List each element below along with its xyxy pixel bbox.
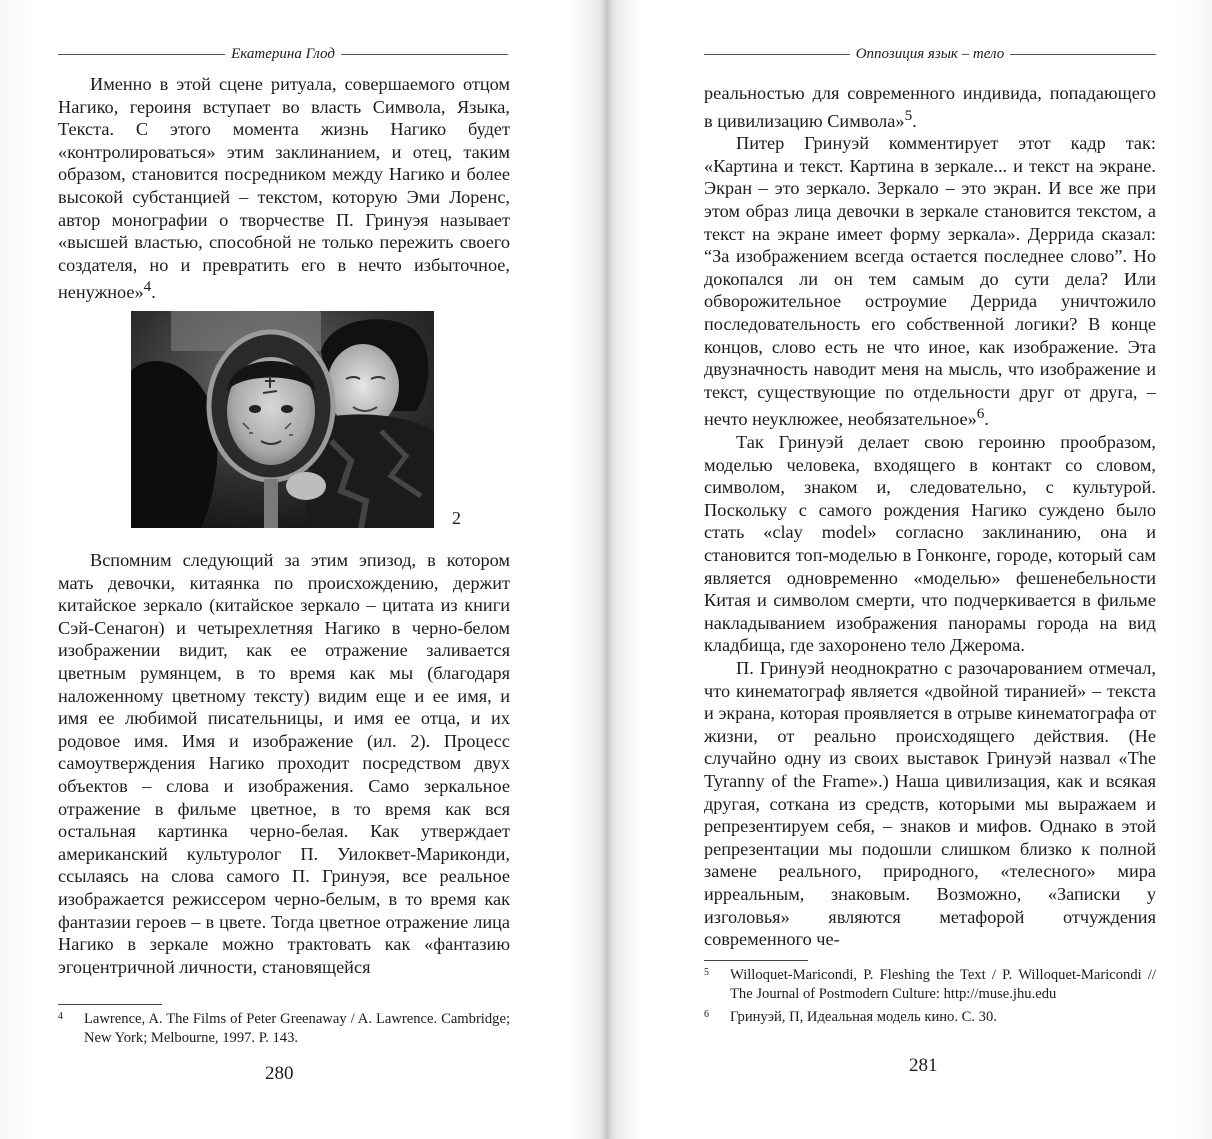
footnote-rule <box>58 1004 162 1005</box>
film-still-image <box>131 311 434 528</box>
running-head-title: Оппозиция язык – тело <box>855 45 1005 62</box>
footnote-text: Гринуэй, П, Идеальная модель кино. С. 30. <box>730 1009 997 1025</box>
paragraph: реальностью для современного индивида, попадающего в цивилизацию Символа»$^5$. <box>704 83 1156 131</box>
paragraph: Питер Гринуэй комментирует этот кадр так: «Картина и текст. Картина в зеркале... и текст на экране. Экран – это зеркало. Зеркало – это экран. И все же при этом образ лица девочки в зеркале становится текстом, а текст на экране имеет форму зеркала». Деррида сказал: “За изображением всегда остается последнее слово”. Но докопался ли он тем самым до сути дела? Или обворожительное остроумие Деррида уничтожило последовательность его собственной логики? В конце концов, слово есть не что иное, как изображение. Эта двузначность наводит меня на мысль, что изображение и текст, существующие по отдельности друг от друга, – нечто неуклюжее, необязательное»$^6$. <box>704 133 1156 430</box>
footnote-text: Lawrence, A. The Films of Peter Greenaway / A. Lawrence. Cambridge; New York; Melbourne, 1997. P. 143. <box>84 1011 510 1046</box>
right-page <box>612 0 1212 1139</box>
footnote-mark: 6 <box>704 1009 709 1020</box>
header-rule <box>704 54 850 55</box>
book-gutter-shadow <box>598 0 612 1139</box>
running-head-right <box>704 44 1156 64</box>
paragraph: П. Гринуэй неоднократно с разочарованием отмечал, что кинематограф является «двойной тиранией» – текста и экрана, которая проявляется в отрыве кинематографа от жизни, от реально происходящего действия. (Не случайно одну из своих выставок Гринуэй назвал «The Tyranny of the Frame».) Наша цивилизация, как и всякая другая, соткана из средств, которыми мы выражаем и репрезентируем себя, – знаков и мифов. Однако в этой репрезентации мы подошли слишком близко к полной замене реального, природного, «телесного» мира ирреальным, знаковым. Возможно, «Записки у изголовья» являются метафорой отчуждения современного че- <box>704 658 1156 950</box>
page-number: 280 <box>265 1063 294 1084</box>
text-block-top <box>58 73 510 304</box>
header-rule <box>341 54 508 55</box>
footnote-ref: 4 <box>143 278 152 296</box>
text-block-main <box>704 82 1156 951</box>
paragraph-text: Именно в этой сцене ритуала, совершаемого отцом Нагико, героиня вступает во власть Символа, Языка, Текста. С этого момента жизнь Нагико будет «контролироваться» этим заклинанием, и отец, таким образом, становится посредником между Нагико и более высокой субстанцией – текстом, которую Эми Лоренс, автор монографии о творчестве П. Гринуэя называет «высшей властью, способной не только пережить своего создателя, но и превратить его в нечто избыточное, ненужное» <box>58 74 510 303</box>
paragraph-text: реальностью для современного индивида, попадающего в цивилизацию Символа» <box>704 83 1156 131</box>
paragraph: Так Гринуэй делает свою героиню прообразом, моделью человека, входящего в контакт со словом, символом, знаком и, следовательно, с культурой. Поскольку с самого рождения Нагико суждено было стать «clay model» согласно заклинанию, она и становится топ-моделью в Гонконге, городе, который сам является одновременно «моделью» фешенебельности Китая и символом смерти, что подчеркивается в фильме накладыванием изображения панорамы города на вид кладбища, где захоронено тело Джерома. <box>704 432 1156 656</box>
footnote <box>58 1010 510 1047</box>
paragraph: Именно в этой сцене ритуала, совершаемого отцом Нагико, героиня вступает во власть Символа, Языка, Текста. С этого момента жизнь Нагико будет «контролироваться» этим заклинанием, и отец, таким образом, становится посредником между Нагико и более высокой субстанцией – текстом, которую Эми Лоренс, автор монографии о творчестве П. Гринуэя называет «высшей властью, способной не только пережить своего создателя, но и превратить его в нечто избыточное, ненужное»$^4$. <box>58 74 510 303</box>
figure-number: 2 <box>452 508 461 528</box>
footnote-text: Willoquet-Maricondi, P. Fleshing the Text / P. Willoquet-Maricondi // The Journal of Postmodern Culture: http://muse.jhu.edu <box>730 967 1156 1002</box>
footnotes-right <box>704 966 1156 1032</box>
running-head-left <box>58 44 508 64</box>
footnote-ref: 5 <box>904 106 913 124</box>
footnote-ref: 6 <box>976 405 985 423</box>
footnote-mark: 4 <box>58 1011 63 1022</box>
paragraph-text: Питер Гринуэй комментирует этот кадр так: «Картина и текст. Картина в зеркале... и текст на экране. Экран – это зеркало. Зеркало – это экран. И все же при этом образ лица девочки в зеркале становится текстом, а текст на экране имеет форму зеркала». Деррида сказал: “За изображением всегда остается последнее слово”. Но докопался ли он тем самым до сути дела? Или обворожительное остроумие Деррида уничтожило последовательность его собственной логики? В конце концов, слово есть не что иное, как изображение. Эта двузначность наводит меня на мысль, что изображение и текст, существующие по отдельности друг от друга, – нечто неуклюжее, необязательное» <box>704 133 1156 430</box>
mirror-scene-photo <box>131 311 434 528</box>
footnote <box>704 966 1156 1003</box>
footnotes-left <box>58 1010 510 1052</box>
header-rule <box>58 54 225 55</box>
footnote-mark: 5 <box>704 967 709 978</box>
footnote <box>704 1008 1156 1027</box>
running-head-author: Екатерина Глод <box>231 45 335 62</box>
text-block-bottom <box>58 549 510 978</box>
page-number: 281 <box>909 1055 938 1076</box>
paragraph: Вспомним следующий за этим эпизод, в котором мать девочки, китаянка по происхождению, держит китайское зеркало (китайское зеркало – цитата из книги Сэй-Сенагон) и четырехлетняя Нагико в черно-белом изображении видит, как ее отражение заливается цветным румянцем, в то время как мы (благодаря наложенному цветному тексту) видим еще и ее имя, и имя ее любимой писательницы, и имя ее отца, и их родовое имя. Имя и изображение (ил. 2). Процесс самоутверждения Нагико проходит посредством двух объектов – слова и изображения. Само зеркальное отражение в фильме цветное, в то время как вся остальная картинка черно-белая. Как утверждает американский культуролог П. Уилоквет-Мариконди, ссылаясь на слова самого П. Гринуэя, все реальное изображается режиссером черно-белым, в то время как фантазии героев – в цвете. Тогда цветное отражение лица Нагико в зеркале можно трактовать как «фантазию эгоцентричной личности, становящейся <box>58 550 510 977</box>
footnote-rule <box>704 960 808 961</box>
left-page <box>0 0 600 1139</box>
header-rule <box>1010 54 1156 55</box>
